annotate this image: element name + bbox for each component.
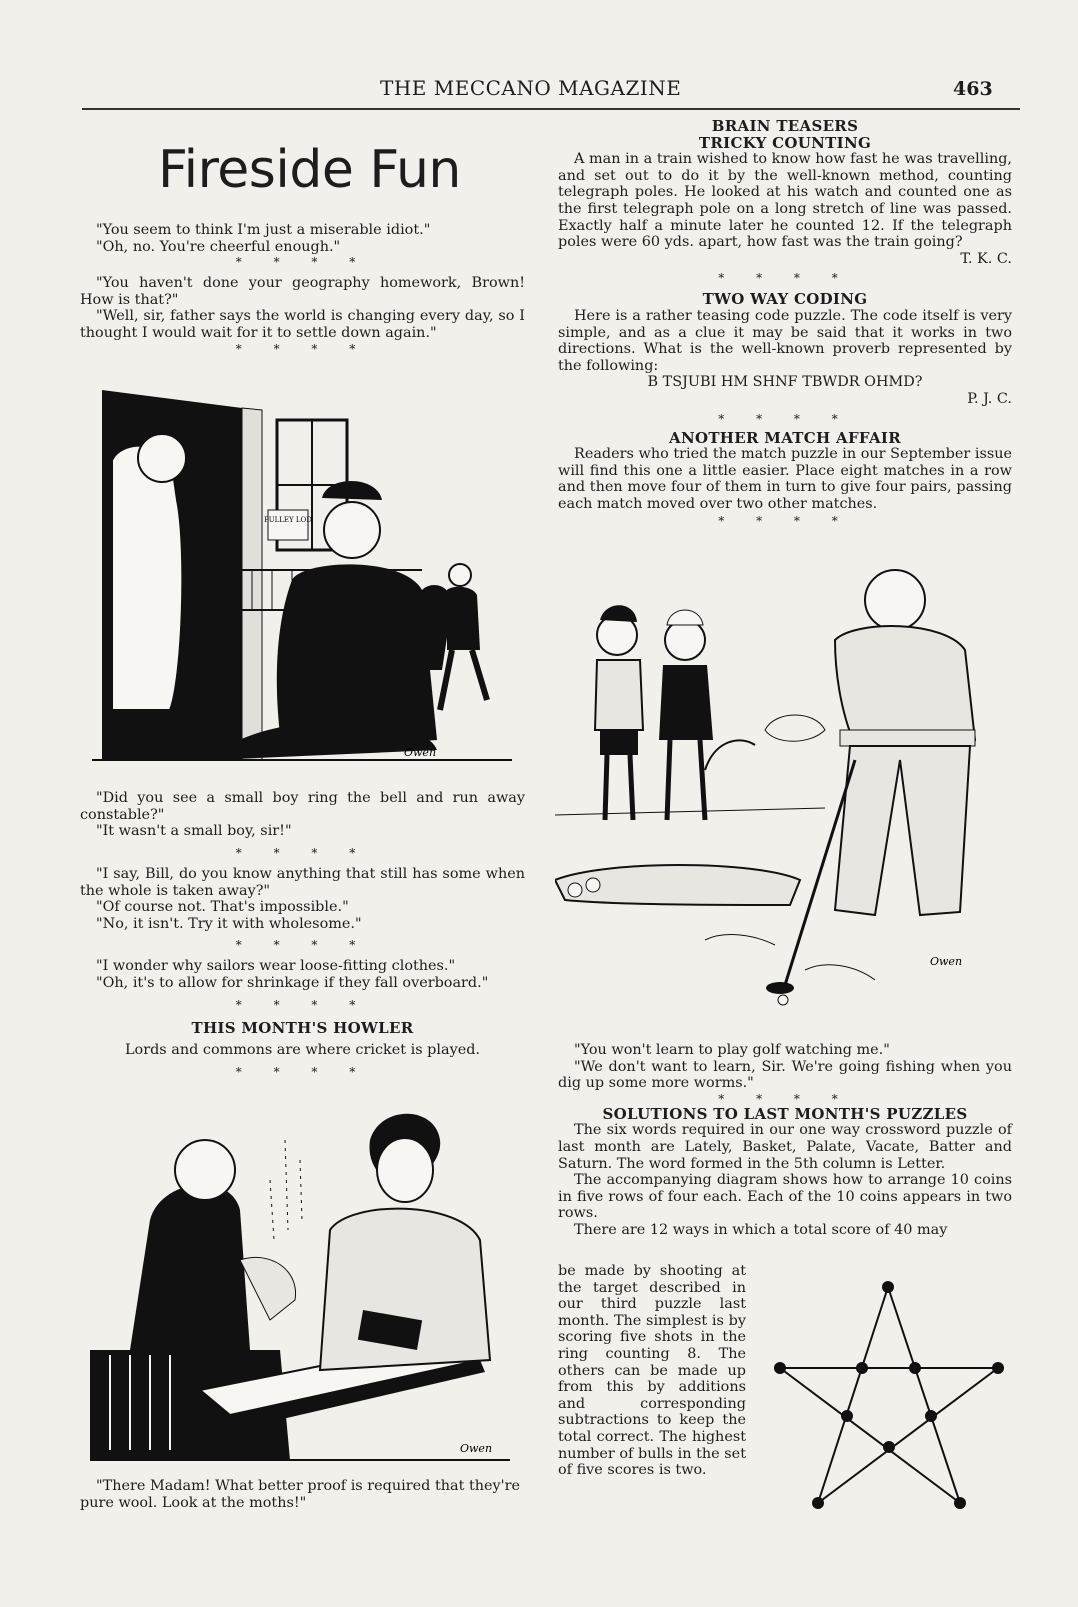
- coin: [856, 1362, 868, 1374]
- golf-cartoon: [555, 560, 1015, 1040]
- match-affair-heading: ANOTHER MATCH AFFAIR: [669, 428, 901, 447]
- separator-stars: * * * *: [235, 341, 370, 356]
- jokes-block-2: [80, 866, 525, 1079]
- golf-caption-line-2: "We don't want to learn, Sir. We're going fishing when you dig up some more worms.": [558, 1058, 1012, 1092]
- golf-caption-block: [558, 1042, 1012, 1239]
- joke-3-line-1: "I say, Bill, do you know anything that still has some when the whole is taken away?": [80, 866, 525, 899]
- separator-stars: * * * *: [235, 1064, 370, 1079]
- joke-3-line-2: "Of course not. That's impossible.": [96, 899, 349, 916]
- joke-3-line-3: "No, it isn't. Try it with wholesome.": [96, 915, 362, 932]
- howler-text: Lords and commons are where cricket is played.: [124, 1042, 481, 1059]
- howler-heading: THIS MONTH'S HOWLER: [191, 1018, 414, 1037]
- fireside-fun-title: Fireside Fun: [158, 140, 461, 200]
- coin: [882, 1281, 894, 1293]
- jokes-block-1: [80, 222, 525, 356]
- separator-stars: * * * *: [718, 514, 852, 529]
- cartoon1-caption: [80, 790, 525, 860]
- separator-stars: * * * *: [718, 411, 852, 426]
- coin: [883, 1441, 895, 1453]
- coin: [841, 1410, 853, 1422]
- separator-stars: * * * *: [235, 997, 370, 1012]
- tricky-counting-text: A man in a train wished to know how fast he was travelling, and set out to do it by the well-known method, counting telegraph poles. He looked at his watch and counted one as the first telegraph pole on a long stretch of line was passed. Exactly half a minute later he counted 12. If the telegraph poles were 60 yds. apart, how fast was the train going?: [558, 151, 1012, 251]
- coin: [925, 1410, 937, 1422]
- separator-stars: * * * *: [235, 845, 370, 860]
- joke-4-line-1: "I wonder why sailors wear loose-fitting clothes.": [96, 958, 456, 975]
- separator-stars: * * * *: [718, 271, 852, 286]
- code-puzzle: B TSJUBI HM SHNF TBWDR OHMD?: [647, 374, 923, 391]
- cartoon2-caption-text: "There Madam! What better proof is required that they're pure wool. Look at the moths!": [80, 1478, 520, 1511]
- tricky-counting-heading: TRICKY COUNTING: [698, 133, 872, 152]
- solution-crossword: The six words required in our one way crossword puzzle of last month are Lately, Basket, Palate, Vacate, Batter and Saturn. The word formed in the 5th column is Letter.: [558, 1122, 1012, 1172]
- joke-2-line-1: "You haven't done your geography homework, Brown! How is that?": [80, 275, 525, 308]
- joke-2-line-2: "Well, sir, father says the world is changing every day, so I thought I would wait for it to settle down again.": [80, 308, 525, 341]
- cartoon-signature: Owen: [460, 1442, 493, 1455]
- header-rule: [82, 108, 1020, 110]
- coins-star-diagram: [770, 1275, 1010, 1520]
- match-affair-text: Readers who tried the match puzzle in our September issue will find this one a little easier. Place eight matches in a row and then move four of them in turn to give four pairs, passing each match moved over two other matches.: [558, 446, 1012, 512]
- golf-caption-line-1: "You won't learn to play golf watching me.": [574, 1042, 890, 1058]
- separator-stars: * * * *: [235, 255, 370, 270]
- separator-stars: * * * *: [718, 1091, 852, 1106]
- two-way-coding-text: Here is a rather teasing code puzzle. The code itself is very simple, and as a clue it may be said that it works in two directions. What is the well-known proverb represented by the following:: [558, 307, 1012, 374]
- tricky-counting-initials: T. K. C.: [960, 250, 1012, 267]
- solution-target-first-line: There are 12 ways in which a total score of 40 may: [574, 1221, 948, 1238]
- solution-target-block: [558, 1263, 746, 1479]
- moths-cartoon: [90, 1100, 510, 1472]
- coin: [774, 1362, 786, 1374]
- joke-4-line-2: "Oh, it's to allow for shrinkage if they fall overboard.": [96, 974, 489, 991]
- coin: [909, 1362, 921, 1374]
- joke-1-line-2: "Oh, no. You're cheerful enough.": [96, 238, 341, 255]
- joke-1-line-1: "You seem to think I'm just a miserable idiot.": [96, 222, 431, 238]
- separator-stars: * * * *: [235, 938, 370, 953]
- cartoon-signature: Owen: [930, 955, 963, 968]
- two-way-coding-heading: TWO WAY CODING: [702, 290, 868, 309]
- coin: [812, 1497, 824, 1509]
- cartoon1-caption-line-2: "It wasn't a small boy, sir!": [96, 823, 292, 840]
- page-number: 463: [953, 78, 993, 100]
- solutions-heading: SOLUTIONS TO LAST MONTH'S PUZZLES: [602, 1104, 968, 1123]
- door-sign-text: PULLEY LOD: [264, 516, 312, 524]
- solution-coins: The accompanying diagram shows how to arrange 10 coins in five rows of four each. Each of the 10 coins appears in two rows.: [558, 1172, 1012, 1222]
- brain-teasers-block: [558, 118, 1012, 528]
- two-way-coding-initials: P. J. C.: [967, 390, 1012, 407]
- solution-target-text: be made by shooting at the target described in our third puzzle last month. The simplest is by scoring five shots in the ring counting 8. The others can be made up from this by additions and corresponding subtractions to keep the total correct. The highest number of bulls in the set of five scores is two.: [558, 1263, 746, 1479]
- magazine-title: THE MECCANO MAGAZINE: [380, 76, 682, 100]
- coin: [992, 1362, 1004, 1374]
- cartoon-signature: Owen: [404, 746, 437, 759]
- cartoon2-caption: [80, 1478, 520, 1511]
- cartoon1-caption-line-1: "Did you see a small boy ring the bell and run away constable?": [80, 790, 525, 823]
- doorbell-cartoon: [92, 380, 512, 778]
- coin: [954, 1497, 966, 1509]
- brain-teasers-heading: BRAIN TEASERS: [711, 117, 859, 135]
